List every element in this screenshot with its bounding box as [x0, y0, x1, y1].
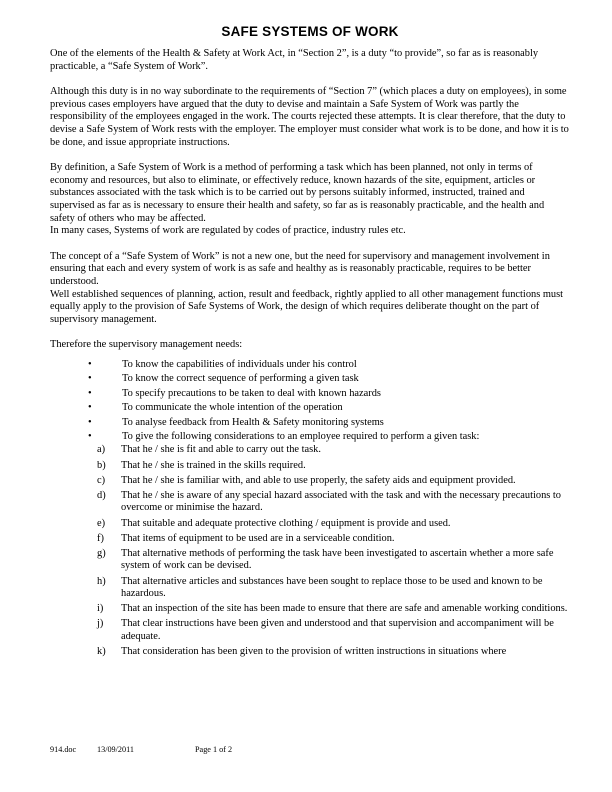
- list-item-letter: h): [97, 575, 106, 587]
- list-item-letter: g): [97, 547, 106, 559]
- paragraph-concept: The concept of a “Safe System of Work” is not a new one, but the need for supervisory and management involvement in ensuring that each and every system of work is as safe and healthy as is reasonably practicable, requires to be better understood.: [50, 250, 550, 287]
- document-page: [50, 24, 570, 661]
- needs-bullet-list: [50, 358, 570, 444]
- list-item-text: To know the capabilities of individuals under his control: [122, 358, 357, 370]
- footer-page-number: Page 1 of 2: [195, 745, 233, 754]
- list-item-text: That items of equipment to be used are in a serviceable condition.: [121, 532, 395, 544]
- list-item: [50, 430, 570, 444]
- list-item: [50, 548, 570, 573]
- list-item: [50, 416, 570, 430]
- bullet-icon: •: [88, 373, 92, 385]
- list-item-letter: i): [97, 603, 104, 615]
- list-item: [50, 576, 570, 601]
- paragraph-codes-of-practice: In many cases, Systems of work are regulated by codes of practice, industry rules etc.: [50, 225, 406, 237]
- paragraph-gap: [50, 326, 570, 339]
- list-item-letter: k): [97, 645, 106, 657]
- paragraph-sequences: Well established sequences of planning, action, result and feedback, rightly applied to all other management functions must equally apply to the provision of Safe Systems of Work, the design of which requires deliberate thought on the part of supervisory management.: [50, 288, 564, 325]
- bullet-icon: •: [88, 402, 92, 414]
- bullet-icon: •: [88, 430, 92, 442]
- list-item-letter: j): [97, 618, 104, 630]
- list-item: [50, 490, 570, 515]
- bullet-icon: •: [88, 416, 92, 428]
- list-item-text: To give the following considerations to an employee required to perform a given task:: [122, 430, 480, 442]
- considerations-list: [50, 444, 570, 658]
- list-item: [50, 618, 570, 643]
- list-item-text: That suitable and adequate protective clothing / equipment is provide and used.: [121, 517, 451, 529]
- list-item-text: That alternative methods of performing the task have been investigated to ascertain whether a more safe system of work can be devised.: [121, 547, 554, 572]
- bullet-icon: •: [88, 387, 92, 399]
- list-item: [50, 646, 570, 658]
- list-item: [50, 603, 570, 615]
- footer-document-name: 914.doc: [50, 745, 77, 754]
- list-item-text: To analyse feedback from Health & Safety monitoring systems: [122, 416, 384, 428]
- list-item-text: To communicate the whole intention of the operation: [122, 402, 343, 414]
- paragraph-gap: [50, 238, 570, 251]
- list-item-letter: a): [97, 444, 106, 456]
- list-item-text: That he / she is familiar with, and able to use properly, the safety aids and equipment provided.: [121, 474, 516, 486]
- paragraph-gap: [50, 149, 570, 162]
- list-item-text: That clear instructions have been given and understood and that supervision and accompaniment will be adequate.: [121, 618, 554, 642]
- list-item: [50, 401, 570, 415]
- paragraph-definition: By definition, a Safe System of Work is a method of performing a task which has been planned, not only in terms of economy and resources, but also to eliminate, or effectively reduce, known hazards of the site, equipment, articles or substances associated with the task which is to be carried out by persons suitably informed, instructed, trained and supervised as far as is necessary to ensure their health and safety, so far as is reasonably practicable, and the health and safety of others who may be affected.: [50, 162, 545, 224]
- list-item: [50, 444, 570, 456]
- page-title: SAFE SYSTEMS OF WORK: [221, 24, 399, 39]
- list-item: [50, 372, 570, 386]
- list-item-text: That he / she is aware of any special hazard associated with the task and with the necessary precautions to overcome or minimise the hazard.: [121, 489, 561, 514]
- list-item-letter: c): [97, 474, 106, 486]
- list-item-letter: f): [97, 532, 104, 544]
- list-item: [50, 475, 570, 487]
- list-item-text: That an inspection of the site has been made to ensure that there are safe and amenable working conditions.: [121, 603, 568, 615]
- list-item: [50, 518, 570, 530]
- footer-date: 13/09/2011: [97, 745, 134, 754]
- list-item-letter: d): [97, 489, 106, 501]
- list-item-text: To know the correct sequence of performing a given task: [122, 373, 359, 385]
- paragraph-needs-intro: Therefore the supervisory management needs:: [50, 339, 243, 351]
- list-item-text: To specify precautions to be taken to deal with known hazards: [122, 387, 381, 399]
- list-item-text: That he / she is trained in the skills required.: [121, 459, 306, 471]
- paragraph-section-7: Although this duty is in no way subordinate to the requirements of “Section 7” (which places a duty on employees), in some previous cases employers have argued that the duty to devise and maintain a Safe System of Work was partly the responsibility of the employees engaged in the work. The courts rejected these attempts. It is clear therefore, that the duty to devise a Safe System of Work rests with the employer. The employer must consider what work is to be done, and how it is to be done, and issue appropriate instructions.: [50, 86, 569, 148]
- list-item-text: That consideration has been given to the provision of written instructions in situations where: [121, 645, 507, 657]
- list-item: [50, 533, 570, 545]
- list-item: [50, 387, 570, 401]
- list-item-letter: b): [97, 459, 106, 471]
- list-item-text: That alternative articles and substances have been sought to replace those to be used and known to be hazardous.: [121, 575, 543, 599]
- list-item-letter: e): [97, 517, 106, 529]
- bullet-icon: •: [88, 358, 92, 370]
- list-item-text: That he / she is fit and able to carry out the task.: [121, 444, 321, 456]
- list-item: [50, 460, 570, 472]
- paragraph-section-2: One of the elements of the Health & Safety at Work Act, in “Section 2”, is a duty “to provide”, so far as is reasonably practicable, a “Safe System of Work”.: [50, 48, 539, 72]
- paragraph-gap: [50, 73, 570, 86]
- list-item: [50, 358, 570, 372]
